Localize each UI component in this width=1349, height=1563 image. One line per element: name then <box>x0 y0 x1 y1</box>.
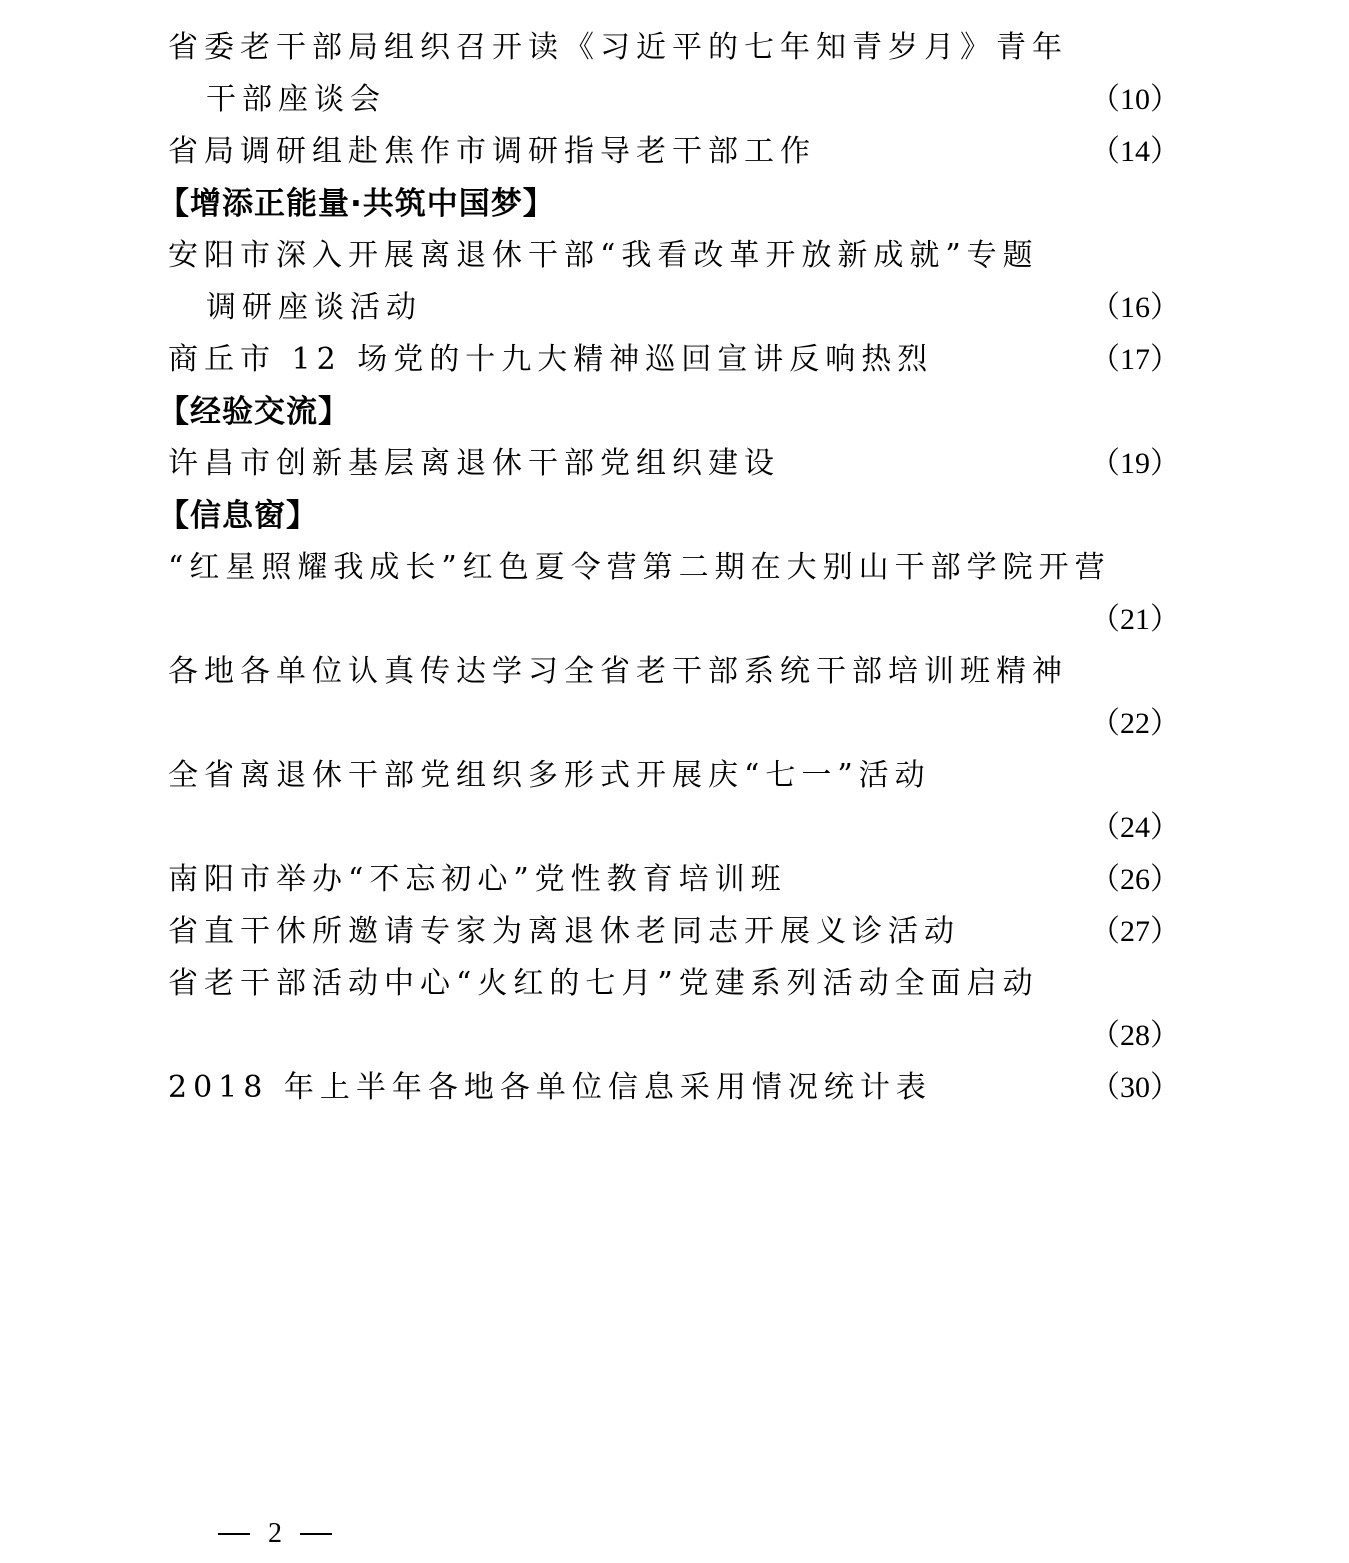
toc-entry-title: 干部座谈会 <box>206 82 386 117</box>
toc-page-number: （21） <box>1090 603 1180 636</box>
toc-entry <box>168 954 1180 1006</box>
dot-leader <box>968 913 1080 943</box>
dot-leader <box>214 809 1080 839</box>
section-heading: 【信息窗】 <box>158 497 318 534</box>
toc-entry <box>168 850 1180 902</box>
toc-page-number: （19） <box>1090 447 1180 480</box>
toc-entry <box>206 1006 1180 1058</box>
dot-leader <box>957 341 1080 371</box>
toc-entry <box>244 590 1180 642</box>
toc-entry <box>168 226 1180 278</box>
toc-entry-title: 许昌市创新基层离退休干部党组织建设 <box>168 446 780 481</box>
toc-page-number: （16） <box>1090 291 1180 324</box>
toc-entry <box>206 278 1180 330</box>
toc-entry <box>168 746 1180 798</box>
toc-entry <box>168 1058 1180 1110</box>
footer-page-number: 2 <box>268 1518 282 1549</box>
toc-entry <box>168 18 1180 70</box>
page-footer <box>200 1514 350 1554</box>
toc-entry <box>168 122 1180 174</box>
dot-leader <box>252 601 1080 631</box>
dot-leader <box>824 133 1080 163</box>
toc-entry-title: 省局调研组赴焦作市调研指导老干部工作 <box>168 134 816 169</box>
toc-page-number: （24） <box>1090 811 1180 844</box>
toc-entry-title: 南阳市举办“不忘初心”党性教育培训班 <box>168 862 787 897</box>
toc-entry-title: 各地各单位认真传达学习全省老干部系统干部培训班精神 <box>168 654 1068 689</box>
toc-entry-title: 全省离退休干部党组织多形式开展庆“七一”活动 <box>168 758 931 793</box>
toc-entry-title: “红星照耀我成长”红色夏令营第二期在大别山干部学院开营 <box>168 550 1111 585</box>
toc-page-number: （22） <box>1090 707 1180 740</box>
footer-dash-left <box>218 1533 250 1535</box>
toc-entry-title: 省直干休所邀请专家为离退休老同志开展义诊活动 <box>168 914 960 949</box>
footer-dash-right <box>300 1533 332 1535</box>
toc-page-number: （17） <box>1090 343 1180 376</box>
toc-entry <box>206 70 1180 122</box>
section-heading: 【增添正能量·共筑中国梦】 <box>158 185 555 222</box>
dot-leader <box>956 1069 1080 1099</box>
toc-page-number: （28） <box>1090 1019 1180 1052</box>
toc-entry-title: 调研座谈活动 <box>206 290 422 325</box>
toc-entry-title: 省委老干部局组织召开读《习近平的七年知青岁月》青年 <box>168 30 1068 65</box>
toc-entry <box>168 902 1180 954</box>
toc-entry <box>168 434 1180 486</box>
toc-entry-title: 商丘市 12 场党的十九大精神巡回宣讲反响热烈 <box>168 342 934 377</box>
toc-entry <box>206 694 1180 746</box>
dot-leader <box>430 289 1080 319</box>
toc-page-number: （27） <box>1090 915 1180 948</box>
toc-entry-title: 2018 年上半年各地各单位信息采用情况统计表 <box>168 1070 932 1105</box>
toc-entry-title: 省老干部活动中心“火红的七月”党建系列活动全面启动 <box>168 966 1039 1001</box>
dot-leader <box>214 705 1080 735</box>
toc-page-number: （26） <box>1090 863 1180 896</box>
toc-entry <box>168 538 1180 590</box>
toc-page-number: （10） <box>1090 83 1180 116</box>
toc-page-number: （14） <box>1090 135 1180 168</box>
toc-entry <box>206 798 1180 850</box>
dot-leader <box>394 81 1080 111</box>
toc-entry-title: 安阳市深入开展离退休干部“我看改革开放新成就”专题 <box>168 238 1039 273</box>
dot-leader <box>214 1017 1080 1047</box>
dot-leader <box>795 861 1080 891</box>
dot-leader <box>788 445 1080 475</box>
toc-page-number: （30） <box>1090 1071 1180 1104</box>
toc-entry <box>168 642 1180 694</box>
toc-entry <box>168 330 1180 382</box>
section-heading: 【经验交流】 <box>158 393 350 430</box>
